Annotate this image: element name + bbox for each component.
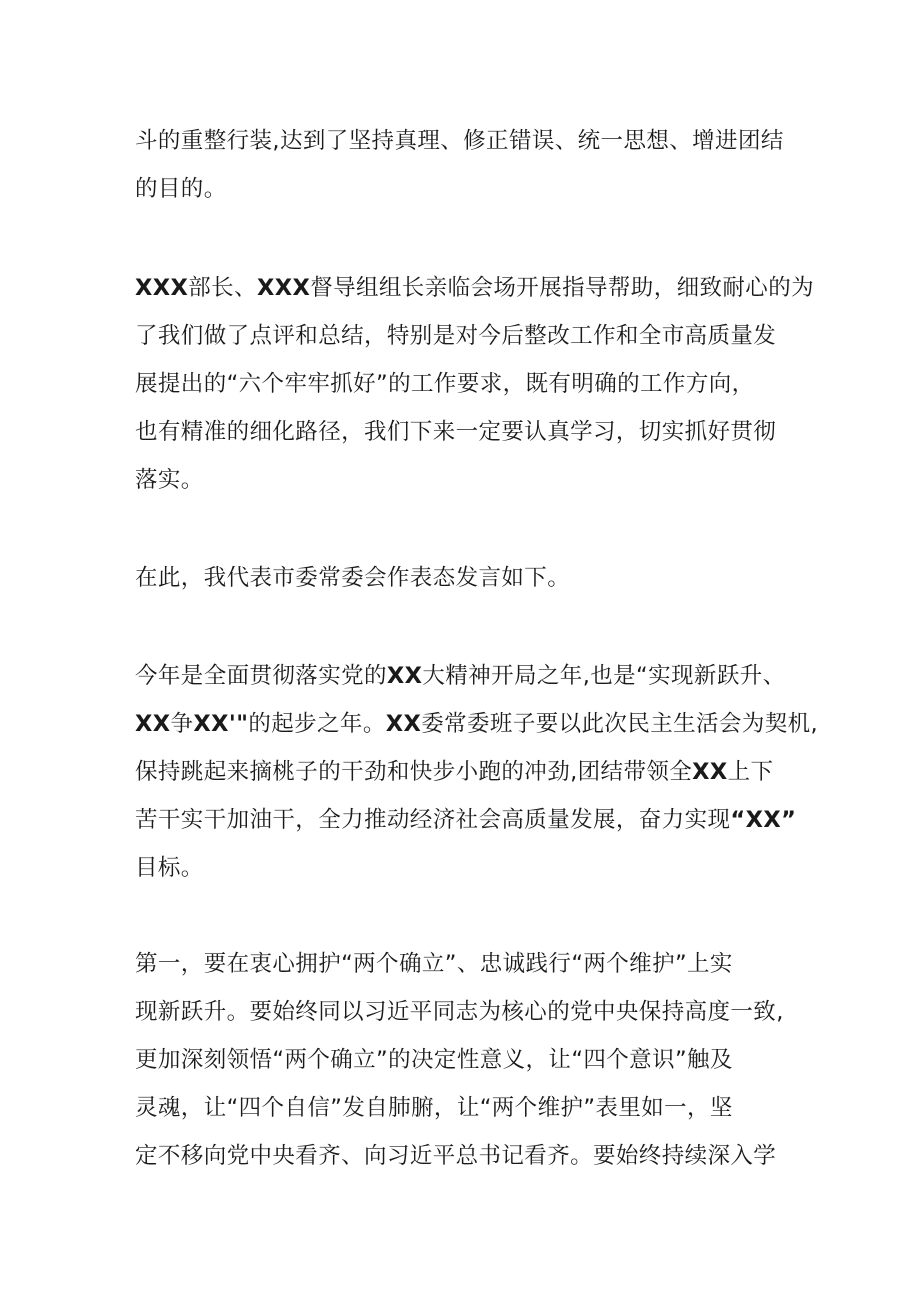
text-run: 争 <box>170 711 194 737</box>
placeholder-name: XX <box>385 711 422 737</box>
text-line: 在此，我代表市委常委会作表态发言如下。 <box>135 565 571 591</box>
placeholder-name: XX <box>692 759 728 785</box>
text-run: 督导组组长亲临会场开展指导帮助，细致耐心的为 <box>310 275 815 301</box>
text-line: 更加深刻领悟“两个确立”的决定性意义，让“四个意识”触及 <box>135 1047 733 1073</box>
text-line <box>135 748 795 796</box>
text-line: 第一，要在衷心拥护“两个确立”、忠诚践行“两个维护”上实 <box>135 951 733 977</box>
text-line: 展提出的“六个牢牢抓好”的工作要求，既有明确的工作方向， <box>135 371 755 397</box>
text-run: 大精神开局之年,也是“实现新跃升、 <box>422 663 786 689</box>
placeholder-name: “XX” <box>730 807 797 833</box>
paragraph-statement-intro <box>135 554 795 602</box>
text-line <box>135 264 815 312</box>
placeholder-name: XX'" <box>193 711 249 737</box>
placeholder-name: XXX <box>135 275 189 301</box>
paragraph-guidance <box>135 264 815 504</box>
text-line: 斗的重整行装,达到了坚持真理、修正错误、统一思想、增进团结 <box>135 128 784 154</box>
text-line: 的目的。 <box>135 176 227 202</box>
paragraph-first-point <box>135 940 795 1180</box>
text-line <box>135 700 819 748</box>
text-run: 保持跳起来摘桃子的干劲和快步小跑的冲劲,团结带领全 <box>135 759 693 785</box>
text-line: 现新跃升。要始终同以习近平同志为核心的党中央保持高度一致, <box>135 999 784 1025</box>
text-line: 落实。 <box>135 467 204 493</box>
text-run: 部长、 <box>188 275 257 301</box>
text-line: 定不移向党中央看齐、向习近平总书记看齐。要始终持续深入学 <box>135 1143 777 1169</box>
placeholder-name: XX <box>386 663 423 689</box>
text-line <box>135 652 795 700</box>
text-line <box>135 796 795 844</box>
text-line: 灵魂，让“四个自信”发自肺腑，让“两个维护”表里如一，坚 <box>135 1095 733 1121</box>
text-run: 苦干实干加油干，全力推动经济社会高质量发展，奋力实现 <box>135 807 731 833</box>
text-line: 也有精准的细化路径，我们下来一定要认真学习，切实抓好贯彻 <box>135 419 777 445</box>
placeholder-name: XX <box>135 711 171 737</box>
text-line: 了我们做了点评和总结，特别是对今后整改工作和全市高质量发 <box>135 323 777 349</box>
placeholder-name: XXX <box>256 275 311 301</box>
text-run: 委常委班子要以此次民主生活会为契机, <box>421 711 819 737</box>
text-run: 上下 <box>727 759 774 785</box>
paragraph-rectification <box>135 117 795 213</box>
paragraph-this-year <box>135 652 819 892</box>
text-line: 目标。 <box>135 855 204 881</box>
text-run: 的起步之年。 <box>248 711 386 737</box>
text-run: 今年是全面贯彻落实党的 <box>135 663 387 689</box>
